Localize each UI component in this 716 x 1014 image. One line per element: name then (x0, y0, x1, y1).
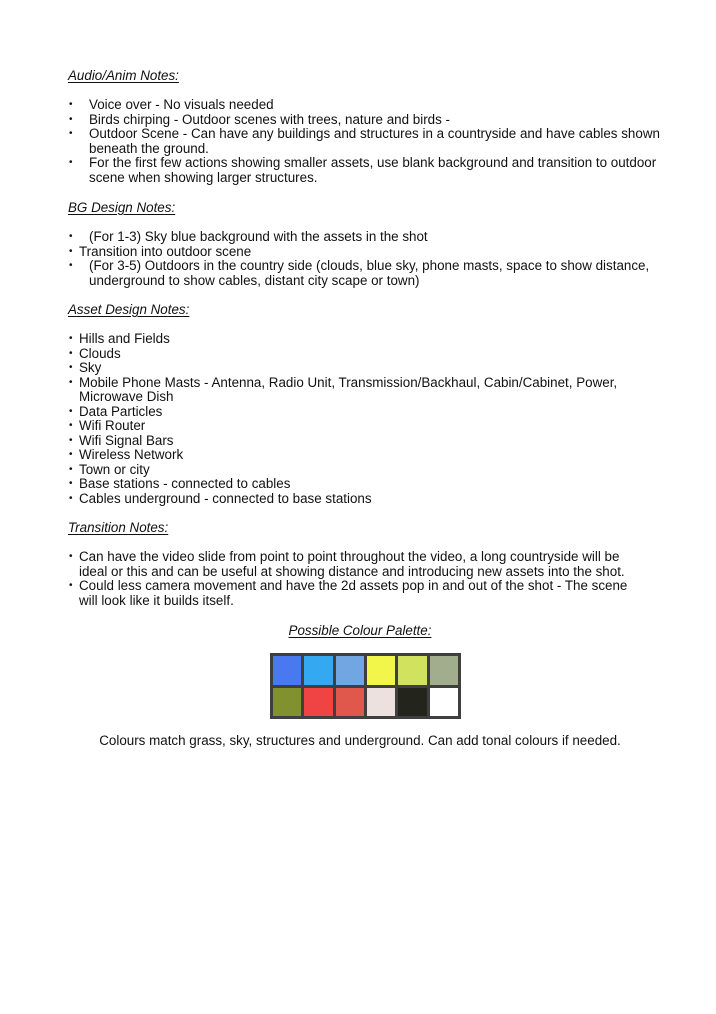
colour-swatch (367, 688, 395, 717)
list-item (68, 376, 668, 405)
list-item (68, 259, 668, 288)
bullet-icon: • (69, 347, 73, 359)
colour-swatch (336, 656, 364, 685)
list-item-text: (For 1-3) Sky blue background with the assets in the shot (89, 229, 428, 244)
list-item-text: Voice over - No visuals needed (89, 97, 274, 112)
list-item-text: Hills and Fields (79, 331, 170, 346)
list-item-text: Clouds (79, 345, 121, 361)
bullet-icon: • (69, 492, 73, 504)
list-item (68, 463, 668, 478)
bullet-icon: • (69, 551, 73, 562)
bullet-icon: • (69, 420, 73, 431)
transition-heading: Transition Notes: (68, 520, 169, 535)
colour-swatch (304, 688, 332, 717)
list-item-text: Birds chirping - Outdoor scenes with trees, nature and birds - (89, 111, 450, 127)
bullet-icon: • (69, 245, 73, 257)
list-item (68, 448, 668, 463)
list-item (68, 550, 633, 579)
list-item-text: Wireless Network (79, 447, 184, 462)
list-item (68, 405, 668, 420)
bullet-icon: • (69, 449, 73, 460)
colour-swatch (336, 688, 364, 717)
colour-swatch (398, 656, 426, 685)
bullet-icon: • (69, 405, 73, 417)
bullet-icon: • (69, 99, 73, 110)
list-item-text: Sky (79, 360, 102, 375)
list-item (68, 347, 668, 362)
list-item (68, 332, 668, 347)
list-item (68, 156, 668, 185)
bg-design-list (68, 230, 668, 288)
colour-swatch (430, 688, 458, 717)
list-item (68, 492, 668, 507)
list-item (68, 127, 668, 156)
list-item (68, 98, 668, 113)
list-item-text: Base stations - connected to cables (79, 476, 291, 491)
list-item (68, 434, 668, 449)
audio-anim-list (68, 98, 668, 185)
bullet-icon: • (69, 231, 73, 242)
list-item-text: Wifi Signal Bars (79, 432, 174, 448)
list-item-text: Cables underground - connected to base stations (79, 490, 372, 506)
list-item (68, 419, 668, 434)
bg-design-heading: BG Design Notes: (68, 200, 176, 215)
list-item-text: (For 3-5) Outdoors in the country side (clouds, blue sky, phone masts, space to show distance, underground to show cables, distant city scape or town) (89, 258, 650, 288)
bullet-icon: • (69, 333, 73, 344)
palette-caption: Colours match grass, sky, structures and underground. Can add tonal colours if needed. (99, 733, 621, 748)
list-item-text: For the first few actions showing smaller assets, use blank background and transition to outdoor scene when showing larger structures. (89, 155, 657, 185)
list-item-text: Mobile Phone Masts - Antenna, Radio Unit, Transmission/Backhaul, Cabin/Cabinet, Power, Microwave Dish (79, 374, 618, 404)
colour-palette (270, 653, 461, 719)
list-item (68, 579, 633, 608)
bullet-icon: • (69, 362, 73, 373)
bullet-icon: • (69, 376, 73, 388)
list-item (68, 230, 668, 245)
asset-design-heading: Asset Design Notes: (68, 302, 190, 317)
colour-swatch (398, 688, 426, 717)
bullet-icon: • (69, 128, 73, 139)
colour-swatch (430, 656, 458, 685)
colour-swatch (304, 656, 332, 685)
list-item (68, 477, 668, 492)
list-item (68, 113, 668, 128)
bullet-icon: • (69, 260, 73, 271)
asset-design-list (68, 332, 668, 506)
bullet-icon: • (69, 478, 73, 489)
list-item (68, 245, 668, 260)
colour-swatch (367, 656, 395, 685)
list-item-text: Could less camera movement and have the 2d assets pop in and out of the shot - The scene will look like it builds itself. (79, 578, 628, 608)
audio-anim-heading: Audio/Anim Notes: (68, 68, 179, 83)
colour-swatch (273, 656, 301, 685)
list-item (68, 361, 668, 376)
bullet-icon: • (69, 463, 73, 475)
list-item-text: Data Particles (79, 403, 163, 419)
colour-swatch (273, 688, 301, 717)
list-item-text: Can have the video slide from point to point throughout the video, a long countryside will be ideal or this and can be useful at showing distance and introducing new assets into the shot. (79, 549, 625, 579)
list-item-text: Town or city (79, 461, 150, 477)
list-item-text: Transition into outdoor scene (79, 243, 252, 259)
bullet-icon: • (69, 113, 73, 125)
list-item-text: Outdoor Scene - Can have any buildings and structures in a countryside and have cables shown beneath the ground. (89, 126, 660, 156)
transition-list (68, 550, 633, 608)
bullet-icon: • (69, 157, 73, 168)
palette-title: Possible Colour Palette: (288, 623, 432, 638)
bullet-icon: • (69, 434, 73, 446)
list-item-text: Wifi Router (79, 418, 146, 433)
bullet-icon: • (69, 580, 73, 591)
